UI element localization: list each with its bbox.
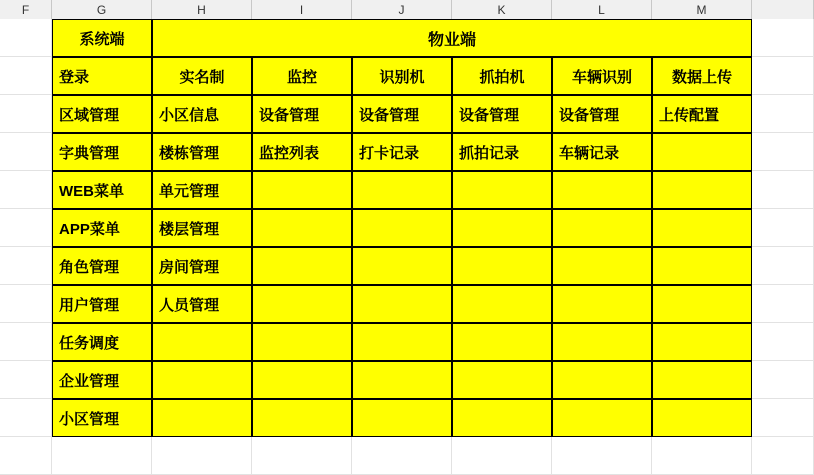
- data-cell-6-0[interactable]: 任务调度: [52, 323, 152, 361]
- data-cell-6-1[interactable]: [152, 323, 252, 361]
- data-cell-4-1[interactable]: 房间管理: [152, 247, 252, 285]
- data-cell-8-6[interactable]: [652, 399, 752, 437]
- blank-cell[interactable]: [752, 285, 814, 323]
- column-header-H[interactable]: H: [152, 0, 252, 19]
- blank-cell[interactable]: [0, 209, 52, 247]
- data-cell-6-6[interactable]: [652, 323, 752, 361]
- blank-cell[interactable]: [0, 323, 52, 361]
- data-cell-6-3[interactable]: [352, 323, 452, 361]
- column-header-N[interactable]: [752, 0, 814, 19]
- blank-cell[interactable]: [0, 361, 52, 399]
- data-cell-7-4[interactable]: [452, 361, 552, 399]
- column-header-row: [0, 0, 814, 19]
- table-row: [0, 171, 814, 209]
- data-cell-1-6[interactable]: [652, 133, 752, 171]
- data-cell-7-1[interactable]: [152, 361, 252, 399]
- data-cell-2-3[interactable]: [352, 171, 452, 209]
- data-cell-4-6[interactable]: [652, 247, 752, 285]
- data-cell-0-5[interactable]: 设备管理: [552, 95, 652, 133]
- table-row: [0, 133, 814, 171]
- data-cell-6-2[interactable]: [252, 323, 352, 361]
- blank-cell[interactable]: [752, 57, 814, 95]
- column-header-M[interactable]: M: [652, 0, 752, 19]
- data-cell-8-5[interactable]: [552, 399, 652, 437]
- header-cell-2[interactable]: 监控: [252, 57, 352, 95]
- blank-cell[interactable]: [0, 437, 52, 475]
- data-cell-5-2[interactable]: [252, 285, 352, 323]
- blank-cell[interactable]: [0, 399, 52, 437]
- blank-cell[interactable]: [452, 437, 552, 475]
- blank-cell[interactable]: [752, 171, 814, 209]
- column-header-K[interactable]: K: [452, 0, 552, 19]
- data-cell-5-3[interactable]: [352, 285, 452, 323]
- header-cell-3[interactable]: 识别机: [352, 57, 452, 95]
- blank-cell[interactable]: [652, 437, 752, 475]
- data-cell-3-6[interactable]: [652, 209, 752, 247]
- table-row: [0, 247, 814, 285]
- data-cell-7-2[interactable]: [252, 361, 352, 399]
- data-cell-8-0[interactable]: 小区管理: [52, 399, 152, 437]
- header-cell-4[interactable]: 抓拍机: [452, 57, 552, 95]
- data-cell-3-5[interactable]: [552, 209, 652, 247]
- data-cell-2-2[interactable]: [252, 171, 352, 209]
- data-cell-1-4[interactable]: 抓拍记录: [452, 133, 552, 171]
- title-property-cell[interactable]: 物业端: [152, 19, 752, 57]
- data-cell-3-2[interactable]: [252, 209, 352, 247]
- blank-cell[interactable]: [0, 285, 52, 323]
- blank-cell[interactable]: [752, 437, 814, 475]
- data-cell-4-3[interactable]: [352, 247, 452, 285]
- data-cell-8-3[interactable]: [352, 399, 452, 437]
- data-cell-4-5[interactable]: [552, 247, 652, 285]
- blank-cell[interactable]: [752, 399, 814, 437]
- column-header-G[interactable]: G: [52, 0, 152, 19]
- header-cell-6[interactable]: 数据上传: [652, 57, 752, 95]
- data-cell-2-6[interactable]: [652, 171, 752, 209]
- data-cell-2-0[interactable]: WEB菜单: [52, 171, 152, 209]
- data-cell-2-5[interactable]: [552, 171, 652, 209]
- data-cell-1-1[interactable]: 楼栋管理: [152, 133, 252, 171]
- data-cell-3-3[interactable]: [352, 209, 452, 247]
- data-cell-5-5[interactable]: [552, 285, 652, 323]
- blank-cell[interactable]: [0, 247, 52, 285]
- data-cell-3-4[interactable]: [452, 209, 552, 247]
- data-cell-8-1[interactable]: [152, 399, 252, 437]
- data-cell-7-3[interactable]: [352, 361, 452, 399]
- grid-body: [0, 19, 814, 475]
- data-cell-4-2[interactable]: [252, 247, 352, 285]
- data-cell-0-2[interactable]: 设备管理: [252, 95, 352, 133]
- data-cell-4-4[interactable]: [452, 247, 552, 285]
- data-cell-0-6[interactable]: 上传配置: [652, 95, 752, 133]
- data-cell-1-3[interactable]: 打卡记录: [352, 133, 452, 171]
- data-cell-1-2[interactable]: 监控列表: [252, 133, 352, 171]
- data-cell-0-4[interactable]: 设备管理: [452, 95, 552, 133]
- header-cell-5[interactable]: 车辆识别: [552, 57, 652, 95]
- column-header-I[interactable]: I: [252, 0, 352, 19]
- header-cell-1[interactable]: 实名制: [152, 57, 252, 95]
- data-cell-0-3[interactable]: 设备管理: [352, 95, 452, 133]
- data-cell-5-0[interactable]: 用户管理: [52, 285, 152, 323]
- data-cell-5-4[interactable]: [452, 285, 552, 323]
- table-row: [0, 285, 814, 323]
- blank-cell[interactable]: [752, 361, 814, 399]
- table-row-header: [0, 57, 814, 95]
- data-cell-8-4[interactable]: [452, 399, 552, 437]
- blank-cell[interactable]: [752, 209, 814, 247]
- blank-cell[interactable]: [252, 437, 352, 475]
- blank-cell[interactable]: [52, 437, 152, 475]
- table-row: [0, 361, 814, 399]
- blank-cell[interactable]: [0, 133, 52, 171]
- data-cell-6-5[interactable]: [552, 323, 652, 361]
- data-cell-1-0[interactable]: 字典管理: [52, 133, 152, 171]
- data-cell-6-4[interactable]: [452, 323, 552, 361]
- blank-cell[interactable]: [152, 437, 252, 475]
- data-cell-7-5[interactable]: [552, 361, 652, 399]
- header-cell-0[interactable]: 登录: [52, 57, 152, 95]
- blank-cell[interactable]: [0, 171, 52, 209]
- blank-cell[interactable]: [0, 57, 52, 95]
- data-cell-0-1[interactable]: 小区信息: [152, 95, 252, 133]
- table-row: [0, 323, 814, 361]
- blank-cell[interactable]: [752, 247, 814, 285]
- blank-cell[interactable]: [0, 95, 52, 133]
- blank-cell[interactable]: [352, 437, 452, 475]
- blank-cell[interactable]: [752, 95, 814, 133]
- data-cell-5-1[interactable]: 人员管理: [152, 285, 252, 323]
- empty-sheet-row: [0, 437, 814, 475]
- column-header-J[interactable]: J: [352, 0, 452, 19]
- column-header-L[interactable]: L: [552, 0, 652, 19]
- data-cell-2-1[interactable]: 单元管理: [152, 171, 252, 209]
- table-row: [0, 95, 814, 133]
- column-header-F[interactable]: F: [0, 0, 52, 19]
- data-cell-2-4[interactable]: [452, 171, 552, 209]
- table-row: [0, 399, 814, 437]
- data-cell-4-0[interactable]: 角色管理: [52, 247, 152, 285]
- data-cell-3-1[interactable]: 楼层管理: [152, 209, 252, 247]
- blank-cell[interactable]: [752, 19, 814, 57]
- title-system-cell[interactable]: 系统端: [52, 19, 152, 57]
- data-cell-0-0[interactable]: 区域管理: [52, 95, 152, 133]
- blank-cell[interactable]: [0, 19, 52, 57]
- data-cell-1-5[interactable]: 车辆记录: [552, 133, 652, 171]
- table-row-title: [0, 19, 814, 57]
- blank-cell[interactable]: [552, 437, 652, 475]
- blank-cell[interactable]: [752, 133, 814, 171]
- data-cell-5-6[interactable]: [652, 285, 752, 323]
- data-cell-7-6[interactable]: [652, 361, 752, 399]
- data-cell-3-0[interactable]: APP菜单: [52, 209, 152, 247]
- blank-cell[interactable]: [752, 323, 814, 361]
- table-row: [0, 209, 814, 247]
- data-cell-8-2[interactable]: [252, 399, 352, 437]
- data-cell-7-0[interactable]: 企业管理: [52, 361, 152, 399]
